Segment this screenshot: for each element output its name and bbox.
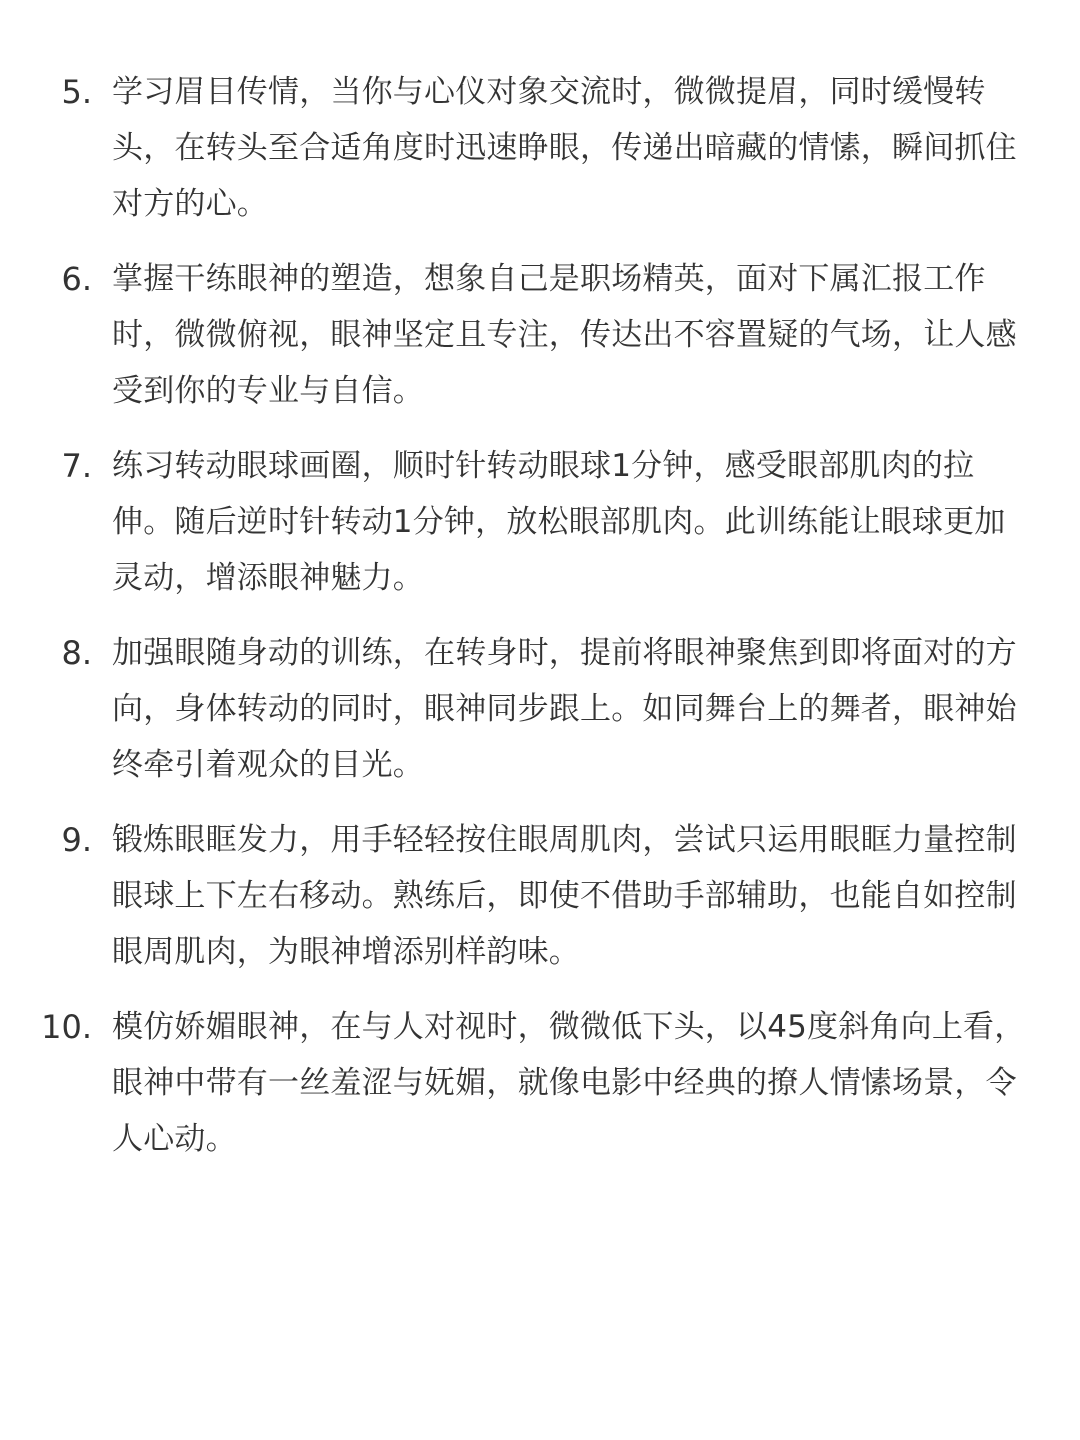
list-item-number: 9. [61, 821, 92, 859]
list-item-10 [0, 999, 1080, 1167]
list-item-8 [0, 625, 1080, 793]
list-item-number: 7. [61, 447, 92, 485]
document-page [0, 64, 1080, 1186]
list-item-text: 锻炼眼眶发力，用手轻轻按住眼周肌肉，尝试只运用眼眶力量控制眼球上下左右移动。熟练后，即使不借助手部辅助，也能自如控制眼周肌肉，为眼神增添别样韵味。 [112, 822, 1017, 970]
list-item-text: 练习转动眼球画圈，顺时针转动眼球1分钟，感受眼部肌肉的拉伸。随后逆时针转动1分钟，放松眼部肌肉。此训练能让眼球更加灵动，增添眼神魅力。 [112, 448, 1006, 596]
list-item-text: 模仿娇媚眼神，在与人对视时，微微低下头，以45度斜角向上看，眼神中带有一丝羞涩与妩媚，就像电影中经典的撩人情愫场景，令人心动。 [112, 1009, 1026, 1157]
list-item-7 [0, 438, 1080, 606]
list-item-9 [0, 812, 1080, 980]
list-item-6 [0, 251, 1080, 419]
list-item-number: 8. [61, 634, 92, 672]
list-item-number: 6. [61, 260, 92, 298]
list-item-number: 10. [41, 1008, 92, 1046]
list-item-text: 学习眉目传情，当你与心仪对象交流时，微微提眉，同时缓慢转头，在转头至合适角度时迅速睁眼，传递出暗藏的情愫，瞬间抓住对方的心。 [112, 74, 1017, 222]
list-item-text: 掌握干练眼神的塑造，想象自己是职场精英，面对下属汇报工作时，微微俯视，眼神坚定且专注，传达出不容置疑的气场，让人感受到你的专业与自信。 [112, 261, 1017, 409]
list-item-text: 加强眼随身动的训练，在转身时，提前将眼神聚焦到即将面对的方向，身体转动的同时，眼神同步跟上。如同舞台上的舞者，眼神始终牵引着观众的目光。 [112, 635, 1017, 783]
list-item-number: 5. [61, 73, 92, 111]
list-item-5 [0, 64, 1080, 232]
